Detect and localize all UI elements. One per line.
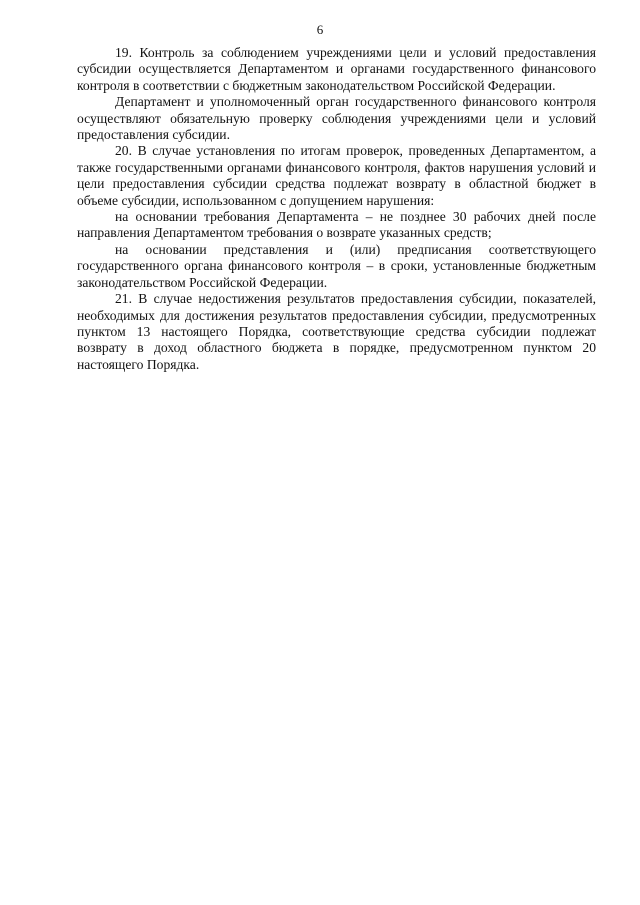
paragraph-21: 21. В случае недостижения результатов предоставления субсидии, показателей, необходимых для достижения результатов предоставления субсидии, предусмотренных пунктом 13 настоящего Порядка, соответствующие средства субсидии подлежат возврату в доход областного бюджета в порядке, предусмотренном пунктом 20 настоящего Порядка. [77,291,596,372]
page-number: 6 [316,22,324,37]
paragraph-20-item-2: на основании представления и (или) предписания соответствующего государственного органа финансового контроля – в сроки, установленные бюджетным законодательством Российской Федерации. [77,241,596,290]
paragraph-19-continued: Департамент и уполномоченный орган государственного финансового контроля осуществляют обязательную проверку соблюдения учреждениями цели и условий предоставления субсидии. [77,94,596,143]
document-body [77,45,596,373]
paragraph-19: 19. Контроль за соблюдением учреждениями цели и условий предоставления субсидии осуществляется Департаментом и органами государственного финансового контроля в соответствии с бюджетным законодательством Российской Федерации. [77,45,596,93]
paragraph-20: 20. В случае установления по итогам проверок, проведенных Департаментом, а также государственными органами финансового контроля, фактов нарушения условий и цели предоставления субсидии средства подлежат возврату в областной бюджет в объеме субсидии, использованном с допущением нарушения: [77,143,596,208]
paragraph-20-item-1: на основании требования Департамента – не позднее 30 рабочих дней после направления Департаментом требования о возврате указанных средств; [77,209,596,241]
